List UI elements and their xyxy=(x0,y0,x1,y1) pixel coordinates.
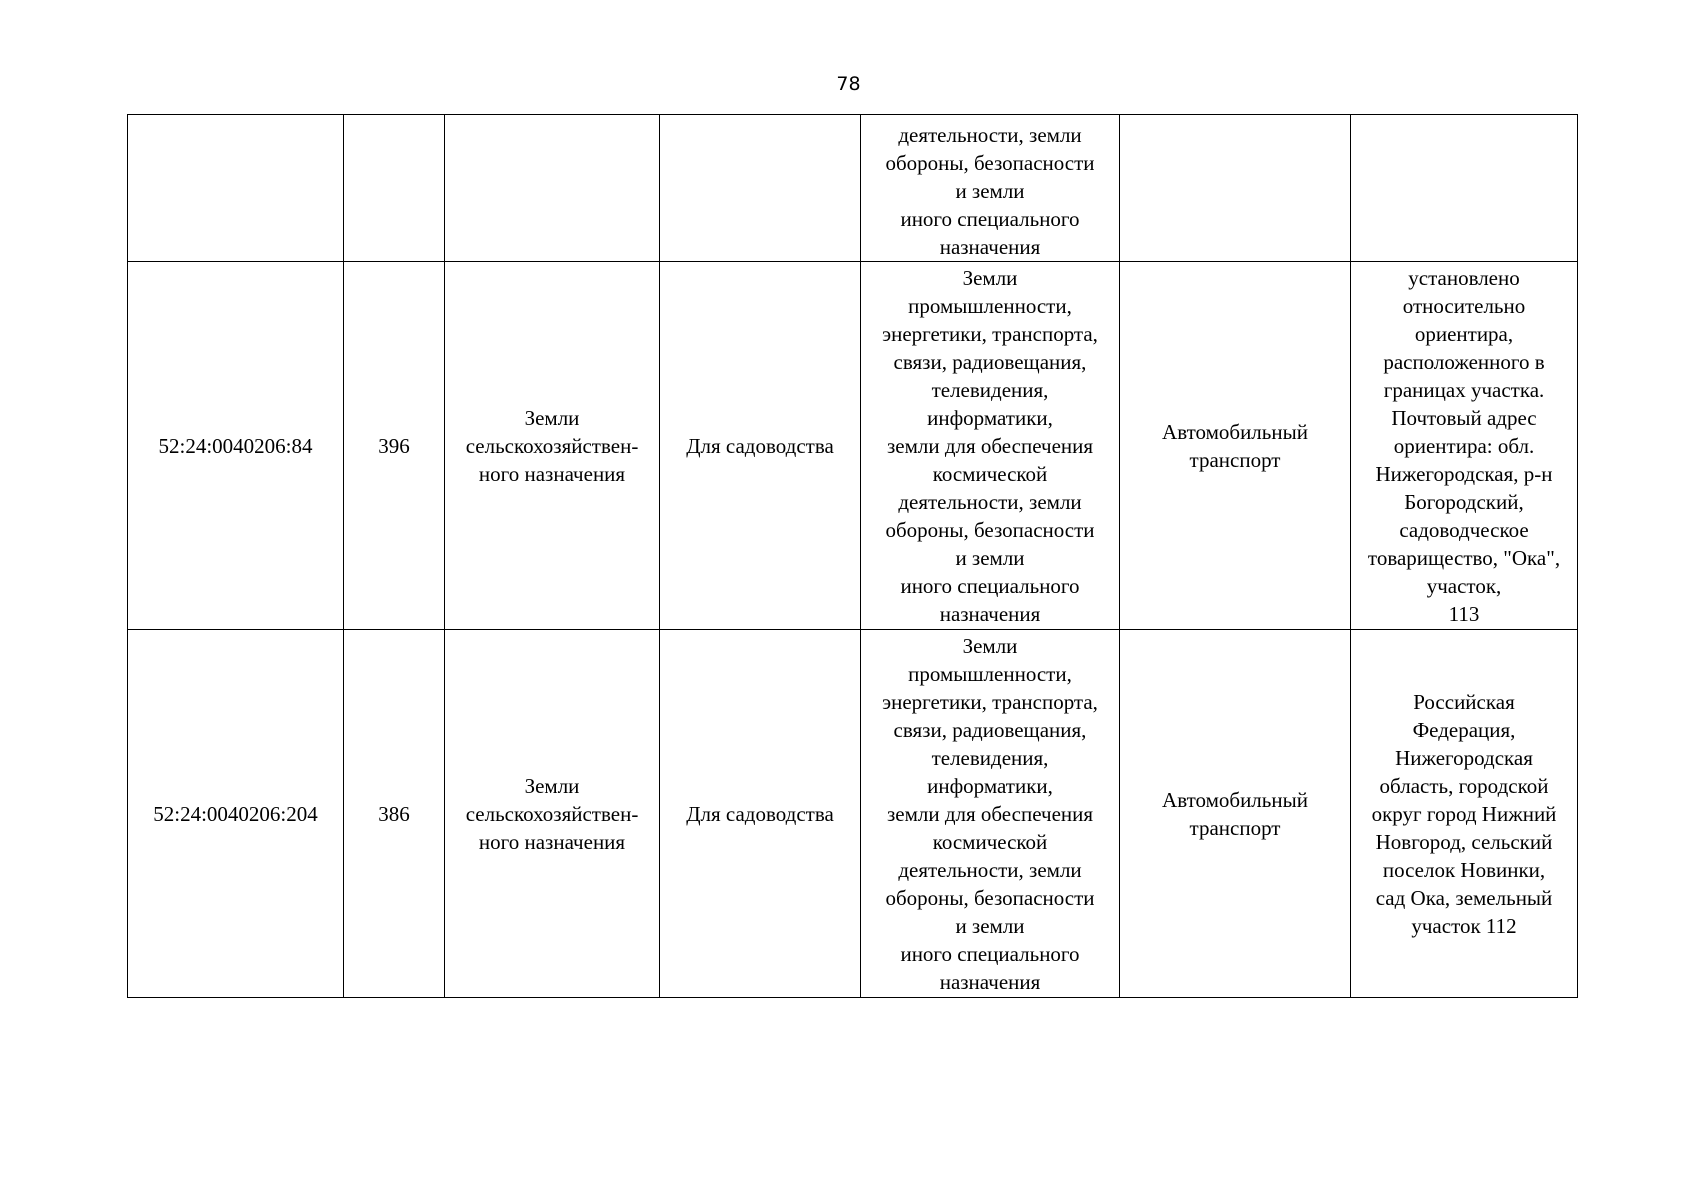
address-cell: установлено относительно ориентира, расположенного в границах участка. Почтовый адрес ориентира: обл. Нижегородская, р-н Богородский, садоводческое товарищество, "Ока", участок, 113 xyxy=(1351,262,1578,630)
area-cell: 396 xyxy=(344,262,445,630)
permitted-use-cell: Для садоводства xyxy=(660,630,861,998)
encumbrance-cell: Автомобильный транспорт xyxy=(1120,630,1351,998)
zone-category-cell: деятельности, земли обороны, безопасности и земли иного специального назначения xyxy=(861,115,1120,262)
address-cell xyxy=(1351,115,1578,262)
land-category-cell: Земли сельскохозяйствен- ного назначения xyxy=(445,262,660,630)
land-category-cell xyxy=(445,115,660,262)
table-row xyxy=(128,630,1578,998)
permitted-use-cell: Для садоводства xyxy=(660,262,861,630)
zone-category-cell: Земли промышленности, энергетики, транспорта, связи, радиовещания, телевидения, информатики, земли для обеспечения космической деятельности, земли обороны, безопасности и земли иного специального назначения xyxy=(861,630,1120,998)
land-category-cell: Земли сельскохозяйствен- ного назначения xyxy=(445,630,660,998)
land-plots-table xyxy=(127,114,1578,998)
encumbrance-cell: Автомобильный транспорт xyxy=(1120,262,1351,630)
address-cell: Российская Федерация, Нижегородская область, городской округ город Нижний Новгород, сельский поселок Новинки, сад Ока, земельный участок 112 xyxy=(1351,630,1578,998)
cadastral-number-cell: 52:24:0040206:84 xyxy=(128,262,344,630)
area-cell: 386 xyxy=(344,630,445,998)
encumbrance-cell xyxy=(1120,115,1351,262)
cadastral-number-cell xyxy=(128,115,344,262)
zone-category-cell: Земли промышленности, энергетики, транспорта, связи, радиовещания, телевидения, информатики, земли для обеспечения космической деятельности, земли обороны, безопасности и земли иного специального назначения xyxy=(861,262,1120,630)
page-number: 78 xyxy=(836,73,861,95)
area-cell xyxy=(344,115,445,262)
cadastral-number-cell: 52:24:0040206:204 xyxy=(128,630,344,998)
table-row xyxy=(128,262,1578,630)
permitted-use-cell xyxy=(660,115,861,262)
table-row xyxy=(128,115,1578,262)
